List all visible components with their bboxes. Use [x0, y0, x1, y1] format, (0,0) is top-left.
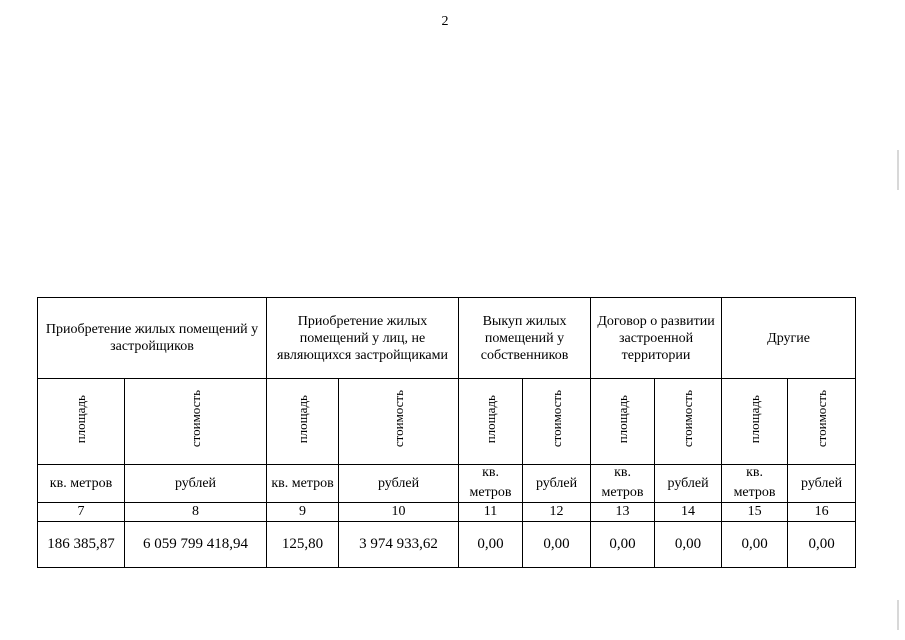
- subheader-cell: [523, 379, 591, 464]
- unit-line: кв.: [482, 465, 499, 481]
- subheader-cell: [788, 379, 856, 464]
- subheader-area: площадь: [614, 394, 630, 444]
- unit-cell: рублей: [788, 464, 856, 502]
- group-header-row: [38, 298, 856, 379]
- column-number: 16: [788, 502, 856, 521]
- unit-cell: кв. метров: [38, 464, 125, 502]
- subheader-cost: стоимость: [548, 390, 564, 448]
- value-cell: 186 385,87: [38, 521, 125, 567]
- unit-cell: кв. метров: [267, 464, 339, 502]
- value-cell: 0,00: [788, 521, 856, 567]
- unit-cell: [459, 464, 523, 502]
- subheader-cell: [339, 379, 459, 464]
- subheader-cell: [38, 379, 125, 464]
- column-number: 12: [523, 502, 591, 521]
- value-cell: 3 974 933,62: [339, 521, 459, 567]
- subheader-cost: стоимость: [813, 390, 829, 448]
- unit-cell: [722, 464, 788, 502]
- value-cell: 125,80: [267, 521, 339, 567]
- subheader-area: площадь: [294, 394, 310, 444]
- column-number: 15: [722, 502, 788, 521]
- subheader-area: площадь: [73, 394, 88, 444]
- subheader-cell: [655, 379, 722, 464]
- subheader-cell: [267, 379, 339, 464]
- column-number: 8: [125, 502, 267, 521]
- unit-line: кв.: [614, 465, 631, 481]
- column-number: 10: [339, 502, 459, 521]
- value-cell: 0,00: [722, 521, 788, 567]
- units-row: [38, 464, 856, 502]
- column-number: 13: [591, 502, 655, 521]
- subheader-cell: [591, 379, 655, 464]
- group-header-buyout: Выкуп жилых помещений у собственников: [459, 298, 591, 379]
- column-number: 11: [459, 502, 523, 521]
- unit-line: кв.: [746, 465, 764, 481]
- subheader-cost: стоимость: [187, 390, 203, 448]
- subheader-cell: [722, 379, 788, 464]
- subheader-cost: стоимость: [390, 390, 406, 448]
- subheader-area: площадь: [482, 394, 498, 444]
- page-number: 2: [441, 14, 449, 29]
- unit-line: метров: [601, 485, 644, 501]
- subheader-cell: [125, 379, 267, 464]
- value-cell: 6 059 799 418,94: [125, 521, 267, 567]
- value-cell: 0,00: [591, 521, 655, 567]
- value-cell: 0,00: [655, 521, 722, 567]
- column-number: 14: [655, 502, 722, 521]
- scan-edge-mark: [897, 150, 899, 190]
- subheader-cell: [459, 379, 523, 464]
- values-row: [38, 521, 856, 567]
- group-header-non-developers: Приобретение жилых помещений у лиц, не являющихся застройщиками: [267, 298, 459, 379]
- subheader-cost: стоимость: [680, 390, 696, 448]
- unit-cell: рублей: [655, 464, 722, 502]
- group-header-territory-agreement: Договор о развитии застроенной территории: [591, 298, 722, 379]
- unit-cell: рублей: [125, 464, 267, 502]
- unit-line: метров: [469, 485, 512, 501]
- subheader-row: [38, 379, 856, 464]
- value-cell: 0,00: [523, 521, 591, 567]
- value-cell: 0,00: [459, 521, 523, 567]
- unit-cell: рублей: [523, 464, 591, 502]
- subheader-area: площадь: [746, 394, 762, 444]
- data-table: [37, 297, 856, 568]
- group-header-other: Другие: [722, 298, 856, 379]
- column-number-row: [38, 502, 856, 521]
- unit-cell: [591, 464, 655, 502]
- column-number: 7: [38, 502, 125, 521]
- group-header-developers: Приобретение жилых помещений у застройщиков: [38, 298, 267, 379]
- unit-cell: рублей: [339, 464, 459, 502]
- unit-line: метров: [733, 485, 776, 501]
- column-number: 9: [267, 502, 339, 521]
- scan-edge-mark: [897, 600, 899, 630]
